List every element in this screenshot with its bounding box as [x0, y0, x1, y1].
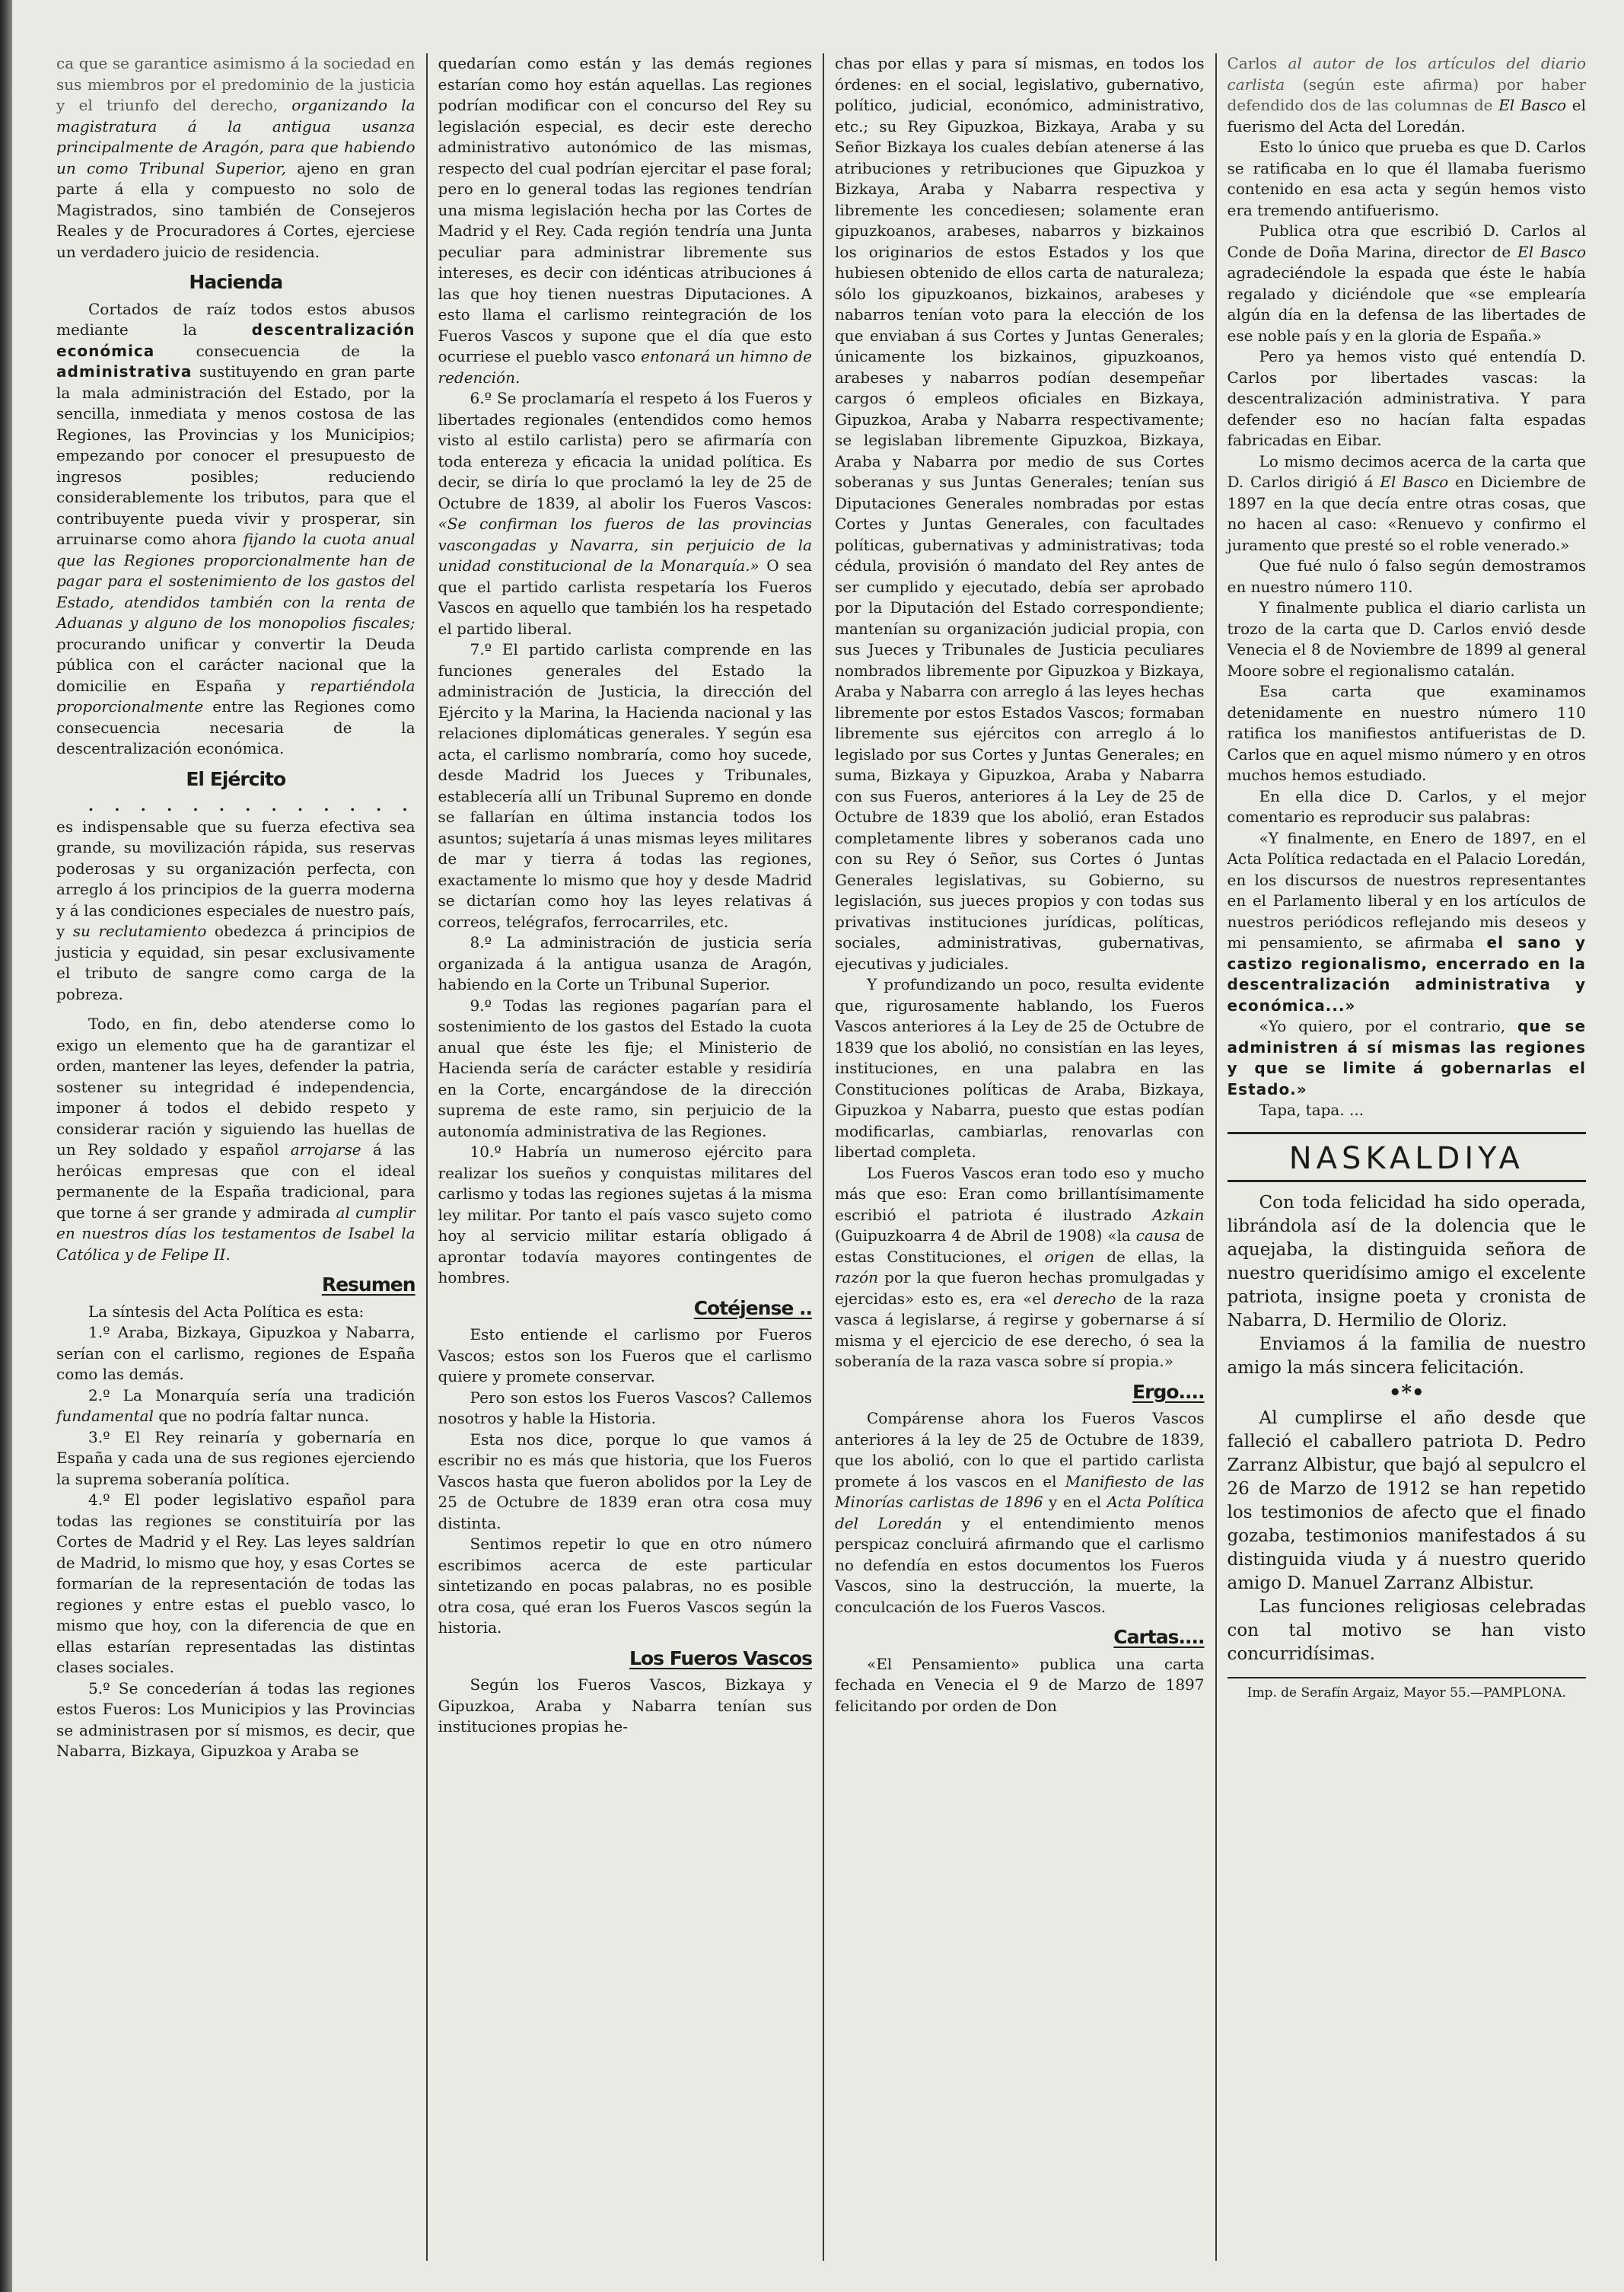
column-4: [1217, 53, 1597, 2261]
paragraph: Tapa, tapa. ...: [1259, 1101, 1364, 1119]
paragraph: En ella dice D. Carlos, y el mejor comentario es reproducir sus palabras:: [1227, 786, 1587, 826]
list-item: 1.º Araba, Bizkaya, Gipuzkoa y Nabarra, serían con el carlismo, regiones de España como las demás.: [56, 1323, 416, 1383]
list-item: 9.º Todas las regiones pagarían para el sostenimiento de los gastos del Estado la cuota anual que éste les fije; el Ministerio de Hacienda sería de carácter estable y residiría en la Corte, encargándose de la dirección suprema de este ramo, sin perjuicio de la autonomía administrativa de las Regiones.: [438, 996, 812, 1140]
list-item: 2.º La Monarquía sería una tradición fundamental que no podría faltar nunca.: [56, 1385, 416, 1425]
quote-paragraph: «Y finalmente, en Enero de 1897, en el Acta Política redactada en el Palacio Loredán, en los discursos de nuestros representantes en el Parlamento liberal y en los artículos de nuestros periódicos reflejando mis deseos y mi pensamiento, se afirmaba el sano y castizo regionalismo, encerrado en la descentralización administrativa y económica...»: [1227, 828, 1587, 1015]
paragraph: Enviamos á la familia de nuestro amigo la más sincera felicitación.: [1227, 1334, 1587, 1378]
list-item: 7.º El partido carlista comprende en las funciones generales del Estado la administración de Justicia, la dirección del Ejército y la Marina, la Hacienda nacional y las relaciones diplomáticas generales. Y según esa acta, el carlismo nombraría, como hoy sucede, desde Madrid los Jueces y Tribunales, establecería allí un Tribunal Supremo en donde se fallarían en última instancia todos los asuntos; sujetaría á unas mismas leyes militares de mar y tierra á todas las regiones, exactamente lo mismo que hoy y desde Madrid se dictarían como hoy las leyes relativas á correos, telégrafos, ferrocarriles, etc.: [438, 640, 812, 931]
printer-imprint: Imp. de Serafín Argaiz, Mayor 55.—PAMPLONA.: [1228, 1677, 1587, 1704]
paragraph: quedarían como están y las demás regiones estarían como hoy están aquellas. Las regiones podrían modificar con el concurso del Rey su legislación especial, es decir este derecho administrativo autonómico de las mismas, respecto del cual podrían ejercitar el pase foral; pero en lo general todas las regiones tendrían una misma legislación hecha por las Cortes de Madrid y el Rey. Cada región tendría una Junta peculiar para administrar libremente sus intereses, es decir con idénticas atribuciones á las que hoy tienen nuestras Diputaciones. A esto llama el carlismo reintegración de los Fueros Vascos y supone que el día que esto ocurriese el pueblo vasco entonará un himno de redención.: [438, 54, 812, 387]
list-item: 4.º El poder legislativo español para todas las regiones se constituiría por las Cortes de Madrid y el Rey. Las leyes saldrían de Madrid, lo mismo que hoy, y esas Cortes se formarían de la representación de todas las regiones y entre estas el pueblo vasco, lo mismo que hoy, con la diferencia de que en ellas estarían representadas las distintas clases sociales.: [56, 1490, 416, 1676]
section-heading-naskaldiya: NASKALDIYA: [1288, 1140, 1524, 1176]
paragraph: La síntesis del Acta Política es esta:: [88, 1302, 365, 1321]
ellipsis-dots: . . . . . . . . . . . . .: [88, 796, 416, 814]
column-3: [824, 53, 1215, 2261]
list-item: 6.º Se proclamaría el respeto á los Fueros y libertades regionales (entendidos como hemos visto al estilo carlista) pero se afirmaría con toda entereza y eficacia la unidad política. Es decir, se diría lo que proclamó la ley de 25 de Octubre de 1839, al abolir los Fueros Vascos: «Se confirman los fueros de las provincias vascongadas y Navarra, sin perjuicio de la unidad constitucional de la Monarquía.» O sea que el partido carlista respetaría los Fueros Vascos en aquello que también los ha respetado el partido liberal.: [438, 389, 813, 638]
paragraph: Cortados de raíz todos estos abusos mediante la descentralización económica consecuencia de la administrativa sustituyendo en gran parte la mala administración del Estado, por la sencilla, inmediata y menos costosa de las Regiones, las Provincias y los Municipios; empezando por conocer el presupuesto de ingresos posibles; reduciendo considerablemente los tributos, para que el contribuyente pueda vivir y prosperar, sin arruinarse como ahora fijando la cuota anual que las Regiones proporcionalmente han de pagar para el sostenimiento de los gastos del Estado, atendidos también con la renta de Aduanas y alguno de los monopolios fiscales; procurando unificar y convertir la Deuda pública con el carácter nacional que la domicilie en España y repartiéndola proporcionalmente entre las Regiones como consecuencia necesaria de la descentralización económica.: [56, 299, 416, 757]
paragraph: Esa carta que examinamos detenidamente en nuestro número 110 ratifica los manifiestos antifueristas de D. Carlos que en aquel mismo número y en otros muchos hemos estudiado.: [1227, 682, 1587, 784]
paragraph: Todo, en fin, debo atenderse como lo exigo un elemento que ha de garantizar el orden, mantener las leyes, defender la patria, sostener su integridad é independencia, imponer á todos el debido respeto y considerar ración y siguiendo las huellas de un Rey soldado y español arrojarse á las heróicas empresas que con el ideal permanente de la España tradicional, para que torne á ser grande y admirada al cumplir en nuestros días los testamentos de Isabel la Católica y de Felipe II.: [56, 1015, 416, 1264]
columns: [46, 53, 1597, 2261]
section-heading-resumen: Resumen: [321, 1274, 416, 1296]
section-heading-cotejense: Cotéjense ..: [693, 1296, 812, 1319]
paragraph: Sentimos repetir lo que en otro número escribimos acerca de este particular sintetizando en pocas palabras, no es posible otra cosa, qué eran los Fueros Vascos según la historia.: [438, 1535, 812, 1637]
paragraph: Esta nos dice, porque lo que vamos á escribir no es más que historia, que los Fueros Vascos hasta que fueron abolidos por la Ley de 25 de Octubre de 1839 eran otra cosa muy distinta.: [438, 1430, 812, 1532]
paragraph: Según los Fueros Vascos, Bizkaya y Gipuzkoa, Araba y Nabarra tenían sus instituciones propias he-: [438, 1675, 812, 1736]
page-binding-edge: [0, 0, 12, 2292]
paragraph: Carlos al autor de los artículos del diario carlista (según este afirma) por haber defendido dos de las columnas de El Basco el fuerismo del Acta del Loredán.: [1227, 54, 1587, 135]
list-item: 10.º Habría un numeroso ejército para realizar los sueños y conquistas militares del carlismo y todas las regiones sujetas á la misma ley militar. Por tanto el país vasco sujeto como hoy al servicio militar estaría obligado á aprontar todavía mayores contingentes de hombres.: [438, 1143, 812, 1286]
paragraph: Con toda felicidad ha sido operada, librándola así de la dolencia que le aquejaba, la distinguida señora de nuestro queridísimo amigo el excelente patriota, insigne poeta y cronista de Nabarra, D. Hermilio de Oloriz.: [1227, 1192, 1587, 1331]
column-2: [428, 53, 823, 2261]
quote-paragraph: «Yo quiero, por el contrario, que se administren á sí mismas las regiones y que se limite á gobernarlas el Estado.»: [1227, 1017, 1587, 1098]
paragraph: Esto lo único que prueba es que D. Carlos se ratificaba en lo que él llamaba fuerismo contenido en esa acta y según hemos visto era tremendo antifuerismo.: [1227, 138, 1587, 219]
column-1: [46, 53, 426, 2261]
ornament-divider: •*•: [1388, 1381, 1425, 1404]
section-heading-los-fueros-vascos: Los Fueros Vascos: [629, 1646, 812, 1669]
paragraph: Que fué nulo ó falso según demostramos en nuestro número 110.: [1227, 556, 1587, 596]
paragraph: Esto entiende el carlismo por Fueros Vascos; estos son los Fueros que el carlismo quiere y promete conservar.: [438, 1325, 812, 1385]
paragraph: Publica otra que escribió D. Carlos al Conde de Doña Marina, director de El Basco agradeciéndole la espada que éste le había regalado y diciéndole que «se emplearía algún día en la defensa de las libertades de ese noble país y en la gloria de España.»: [1227, 222, 1587, 345]
section-heading-ejercito: El Ejército: [186, 767, 286, 790]
paragraph: . . . . . . . . . . . . . es indispensable que su fuerza efectiva sea grande, su movilización rápida, sus reservas poderosas y su organización perfecta, con arreglo á los principios de la guerra moderna y á las condiciones especiales de nuestro país, y su reclutamiento obedezca á principios de justicia y equidad, sin pesar exclusivamente el tributo de sangre como carga de la pobreza.: [56, 796, 416, 1003]
paragraph: chas por ellas y para sí mismas, en todos los órdenes: en el social, legislativo, gubernativo, político, judicial, económico, administrativo, etc.; su Rey Gipuzkoa, Bizkaya, Araba y su Señor Bizkaya los cuales debían atenerse á las atribuciones y retribuciones que Gipuzkoa y Bizkaya, Araba y Nabarra respectiva y libremente les concediesen; solamente eran gipuzkoanos, arabeses, nabarros y bizkainos los originarios de estos Estados y los que hubiesen obtenido de ellos carta de naturaleza; sólo los gipuzkoanos, bizkainos, arabeses y nabarros tenían voto para la elección de los que enviaban á sus Cortes y Juntas Generales; únicamente los bizkainos, gipuzkoanos, arabeses y nabarros podían desempeñar cargos ó empleos oficiales en Bizkaya, Gipuzkoa, Araba y Nabarra respectivamente; se legislaban libremente Gipuzkoa, Bizkaya, Araba y Nabarra por medio de sus Cortes soberanas y sus Juntas Generales; tenían sus Diputaciones Generales nombradas por estas Cortes y Juntas Generales, con facultades políticas, gubernativas y administrativas; toda cédula, provisión ó mandato del Rey antes de ser cumplido y ejecutado, debía ser aprobado por la Diputación del Estado correspondiente; mantenían su organización judicial propia, con sus Jueces y Tribunales de Justicia peculiares nombrados libremente por Gipuzkoa y Bizkaya, Araba y Nabarra con arreglo á las leyes hechas libremente por estos Estados Vascos; formaban libremente sus ejércitos con arreglo á lo legislado por sus Cortes y Juntas Generales; en suma, Bizkaya y Gipuzkoa, Araba y Nabarra con sus Fueros, anteriores á la Ley de 25 de Octubre de 1839 que los abolió, eran Estados completamente libres y soberanos cada uno con su Rey ó Señor, sus Cortes ó Juntas Generales legislativas, su Gobierno, su legislación, sus jueces propios y con todas sus privativas instituciones jurídicas, políticas, sociales, administrativas, gubernativas, ejecutivas y judiciales.: [835, 54, 1205, 973]
naskaldiya-banner: [1228, 1132, 1587, 1182]
paragraph: Compárense ahora los Fueros Vascos anteriores á la ley de 25 de Octubre de 1839, que los abolió, con lo que el partido carlista promete á los vascos en el Manifiesto de las Minorías carlistas de 1896 y en el Acta Política del Loredán y el entendimiento menos perspicaz concluirá afirmando que el carlismo no defendía en estos documentos los Fueros Vascos, sino la destrucción, la muerte, la conculcación de los Fueros Vascos.: [835, 1409, 1205, 1616]
paragraph: Los Fueros Vascos eran todo eso y mucho más que eso: Eran como brillantísimamente escribió el patriota é ilustrado Azkain (Guipuzkoarra 4 de Abril de 1908) «la causa de estas Constituciones, el origen de ellas, la razón por la que fueron hechas promulgadas y ejercidas» esto es, era «el derecho de la raza vasca á legislarse, á regirse y gobernarse á sí misma y el ejercicio de ese derecho, ó sea la soberanía de la raza vasca sobre sí propia.»: [835, 1163, 1205, 1370]
section-heading-ergo: Ergo....: [1132, 1380, 1205, 1403]
list-item: 3.º El Rey reinaría y gobernaría en España y cada una de sus regiones ejerciendo la suprema soberanía política.: [56, 1427, 416, 1488]
paragraph: ca que se garantice asimismo á la sociedad en sus miembros por el predominio de la justicia y el triunfo del derecho, organizando la magistratura á la antigua usanza principalmente de Aragón, para que habiendo un como Tribunal Superior, ajeno en gran parte á ella y compuesto no solo de Magistrados, sino también de Consejeros Reales y de Procuradores á Cortes, ejerciese un verdadero juicio de residencia.: [56, 54, 416, 261]
paragraph: «El Pensamiento» publica una carta fechada en Venecia el 9 de Marzo de 1897 felicitando por orden de Don: [835, 1654, 1205, 1715]
paragraph: Pero son estos los Fueros Vascos? Callemos nosotros y hable la Historia.: [438, 1388, 812, 1427]
paragraph: Y finalmente publica el diario carlista un trozo de la carta que D. Carlos envió desde Venecia el 8 de Noviembre de 1899 al general Moore sobre el regionalismo catalán.: [1227, 598, 1587, 680]
paragraph: Las funciones religiosas celebradas con tal motivo se han visto concurridísimas.: [1227, 1597, 1587, 1664]
paragraph: Y profundizando un poco, resulta evidente que, rigurosamente hablando, los Fueros Vascos anteriores á la Ley de 25 de Octubre de 1839 que los abolió, no consistían en las leyes, instituciones, en una palabra en las Constituciones políticas de Araba, Bizkaya, Gipuzkoa y Nabarra, puesto que estas podían modificarlas, cambiarlas, renovarlas con libertad completa.: [835, 975, 1205, 1161]
section-heading-cartas: Cartas....: [1113, 1626, 1205, 1648]
paragraph: Lo mismo decimos acerca de la carta que D. Carlos dirigió á El Basco en Diciembre de 1897 en la que decía entre otras cosas, que no hacen al caso: «Renuevo y confirmo el juramento que presté so el roble venerado.»: [1227, 451, 1587, 554]
list-item: 8.º La administración de justicia sería organizada á la antigua usanza de Aragón, habiendo en la Corte un Tribunal Superior.: [438, 933, 812, 993]
section-heading-hacienda: Hacienda: [189, 271, 283, 293]
list-item: 5.º Se concederían á todas las regiones estos Fueros: Los Municipios y las Provincias se administrasen por sí mismos, es decir, que Nabarra, Bizkaya, Gipuzkoa y Araba se: [56, 1678, 416, 1760]
paragraph: Pero ya hemos visto qué entendía D. Carlos por libertades vascas: la descentralización administrativa. Y para defender eso no hacían falta espadas fabricadas en Eibar.: [1227, 347, 1587, 449]
paragraph: Al cumplirse el año desde que falleció el caballero patriota D. Pedro Zarranz Albistur, que bajó al sepulcro el 26 de Marzo de 1912 se han repetido los testimonios de afecto que el finado gozaba, testimonios manifestados á su distinguida viuda y á nuestro querido amigo D. Manuel Zarranz Albistur.: [1227, 1408, 1587, 1593]
